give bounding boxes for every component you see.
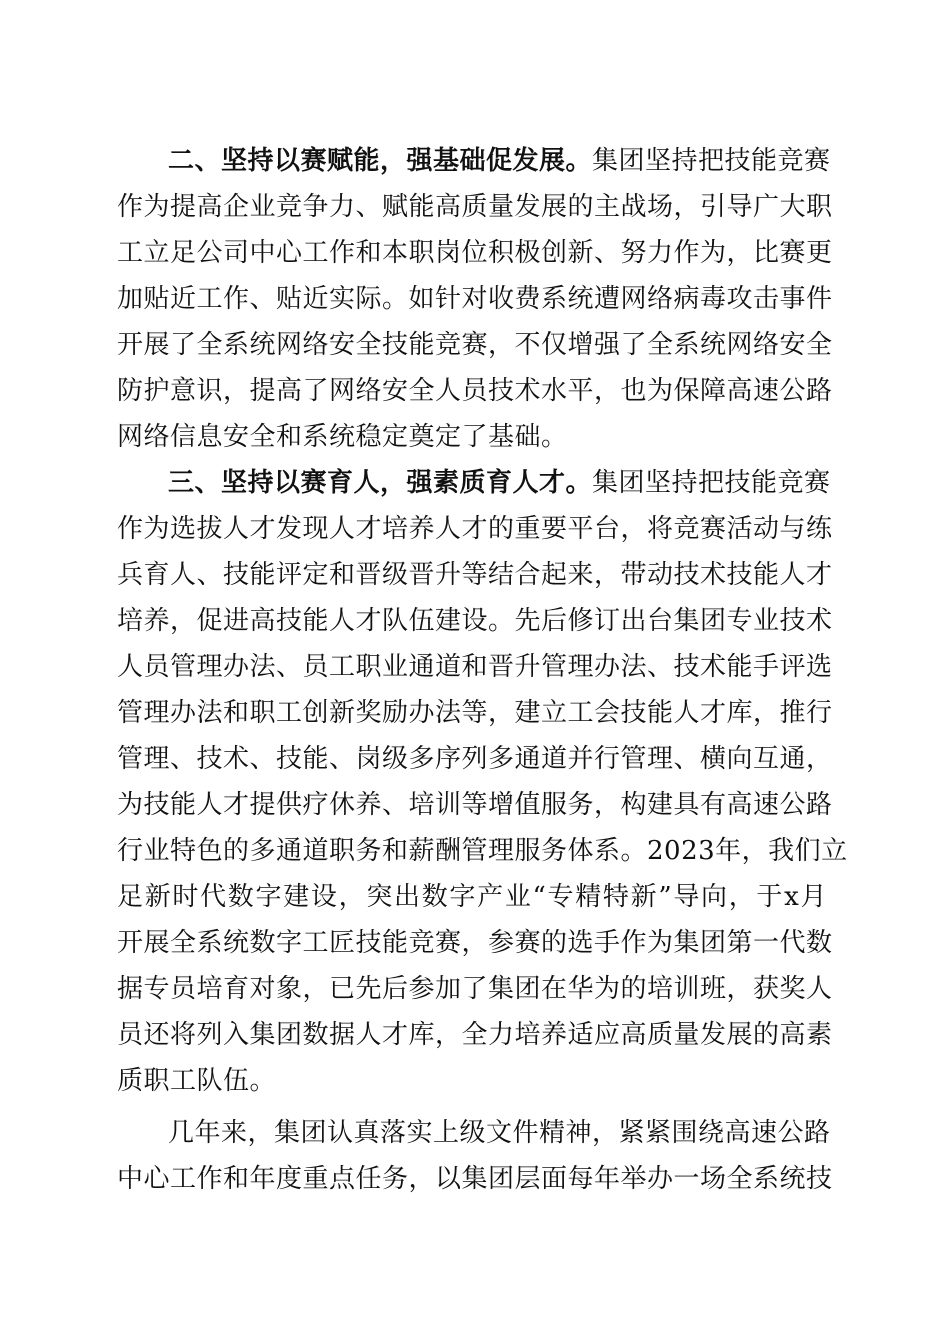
paragraph-1-line-6: 防护意识，提高了网络安全人员技术水平，也为保障高速公路 [117,376,833,406]
paragraph-2-line-4: 培养，促进高技能人才队伍建设。先后修订出台集团专业技术 [117,606,833,636]
paragraph-3-line-1: 几年来，集团认真落实上级文件精神，紧紧围绕高速公路 [168,1118,831,1148]
paragraph-2-line-7: 管理、技术、技能、岗级多序列多通道并行管理、横向互通， [117,744,833,774]
paragraph-2-line-9: 行业特色的多通道职务和薪酬管理服务体系。2023年，我们立 [117,836,848,866]
paragraph-2-line-5: 人员管理办法、员工职业通道和晋升管理办法、技术能手评选 [117,652,833,682]
paragraph-1-line-7: 网络信息安全和系统稳定奠定了基础。 [117,422,568,452]
paragraph-1-heading: 二、坚持以赛赋能，强基础促发展。 [168,146,593,176]
paragraph-2-line-12: 据专员培育对象，已先后参加了集团在华为的培训班，获奖人 [117,974,833,1004]
paragraph-2-line-3: 兵育人、技能评定和晋级晋升等结合起来，带动技术技能人才 [117,560,833,590]
paragraph-1-line-1 [168,140,831,182]
paragraph-2-line-1 [168,462,831,504]
paragraph-1-line-4: 加贴近工作、贴近实际。如针对收费系统遭网络病毒攻击事件 [117,284,833,314]
paragraph-1-line-3: 工立足公司中心工作和本职岗位积极创新、努力作为，比赛更 [117,238,833,268]
paragraph-2-line-1-text: 集团坚持把技能竞赛 [592,468,831,498]
paragraph-2-line-14: 质职工队伍。 [117,1066,277,1096]
paragraph-2-heading: 三、坚持以赛育人，强素质育人才。 [168,468,593,498]
paragraph-3-line-2: 中心工作和年度重点任务，以集团层面每年举办一场全系统技 [117,1164,833,1194]
paragraph-2-line-2: 作为选拔人才发现人才培养人才的重要平台，将竞赛活动与练 [117,514,833,544]
paragraph-2-line-10: 足新时代数字建设，突出数字产业“专精特新”导向，于x月 [117,882,827,912]
paragraph-2-line-8: 为技能人才提供疗休养、培训等增值服务，构建具有高速公路 [117,790,833,820]
paragraph-1-line-2: 作为提高企业竞争力、赋能高质量发展的主战场，引导广大职 [117,192,833,222]
paragraph-1-line-1-text: 集团坚持把技能竞赛 [592,146,831,176]
paragraph-2-line-6: 管理办法和职工创新奖励办法等，建立工会技能人才库，推行 [117,698,833,728]
paragraph-1-line-5: 开展了全系统网络安全技能竞赛，不仅增强了全系统网络安全 [117,330,833,360]
paragraph-2-line-11: 开展全系统数字工匠技能竞赛，参赛的选手作为集团第一代数 [117,928,833,958]
paragraph-2-line-13: 员还将列入集团数据人才库，全力培养适应高质量发展的高素 [117,1020,833,1050]
